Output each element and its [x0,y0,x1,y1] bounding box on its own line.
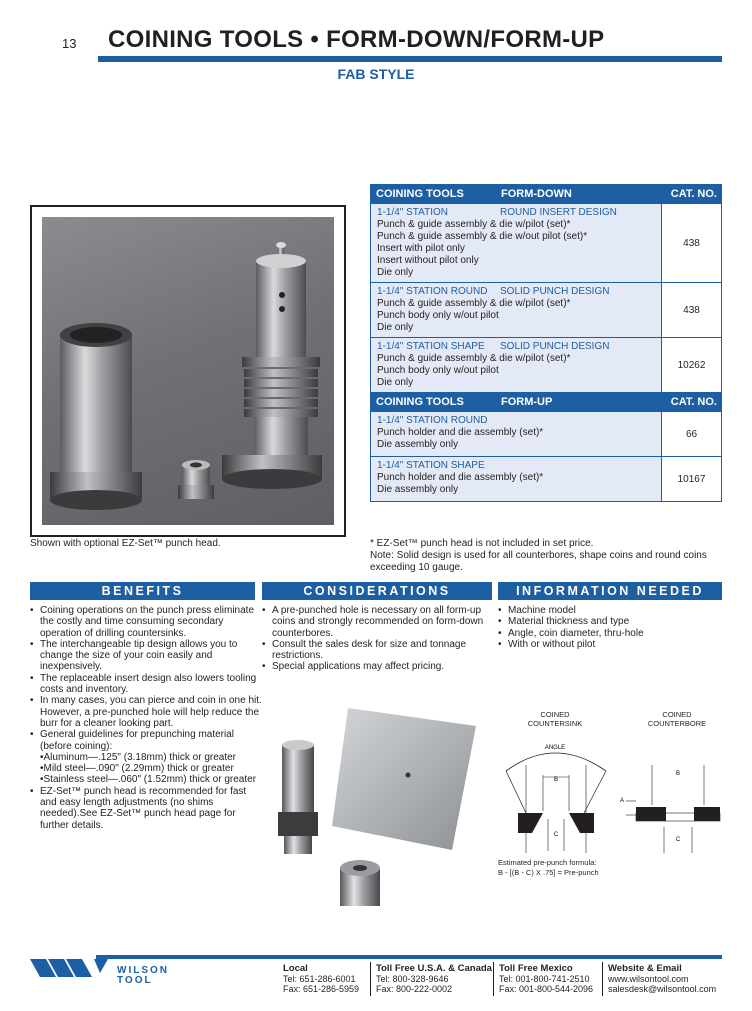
wilson-logo-text [117,966,169,986]
angle-label: ANGLE [544,745,566,751]
row-title: 1-1/4" STATION ROUND [377,286,488,297]
row-item: Die assembly only [377,484,459,495]
catalog-number: 438 [661,204,721,282]
row-item: Punch body only w/out pilot [377,365,499,376]
phone: Tel: 800-328-9646 [376,974,449,984]
phone: Tel: 651-286-6001 [283,974,356,984]
information-list [498,605,722,650]
column-header-coining-tools: COINING TOOLS [376,396,464,408]
row-item: Die only [377,267,414,278]
catalog-table [370,184,722,502]
contact-local [283,963,359,994]
product-photo [42,217,334,525]
row-item: Punch & guide assembly & die w/out pilot (set)* [377,231,588,242]
row-title: 1-1/4" STATION ROUND [377,415,488,426]
table-row [371,456,721,501]
benefits-heading: BENEFITS [30,582,255,600]
fax: Fax: 800-222-0002 [376,984,453,994]
row-item: Die only [377,322,414,333]
catalog-number: 438 [661,283,721,337]
pre-punch-formula [498,858,599,878]
list-item: • The interchangeable tip design allows you to change the size of your coin easily and inexpensively. [30,639,262,673]
list-item: • In many cases, you can pierce and coin in one hit. However, a pre-punched hole will help reduce the burr for a cleaner looking part. [30,695,262,729]
formup-table-header [371,392,721,411]
row-title: 1-1/4" STATION SHAPE [377,341,485,352]
counterbore-label: COINED [662,710,692,719]
list-item: • Material thickness and type [498,616,722,627]
column-header-cat-no: CAT. NO. [670,396,717,408]
row-title: 1-1/4" STATION [377,207,448,218]
list-item: • The replaceable insert design also lowers tooling costs and inventory. [30,673,262,696]
list-item: • Special applications may affect pricing. [262,661,487,672]
contact-web [608,963,716,994]
row-item: Insert without pilot only [377,255,479,266]
list-item: • Coining operations on the punch press eliminate the costly and time consuming secondary operation of drilling countersinks. [30,605,262,639]
list-item: • General guidelines for prepunching material (before coining): [30,729,262,752]
list-subitem: •Mild steel—.090" (2.29mm) thick or greater [40,763,234,775]
product-photo-frame [30,205,346,537]
photo-caption: Shown with optional EZ-Set™ punch head. [30,538,221,549]
title-rule [98,56,722,62]
contact-heading: Local [283,963,308,974]
dimension-b-label: B [553,777,559,783]
footer-divider [493,962,494,996]
logo-word: TOOL [117,975,153,986]
table-row [371,282,721,337]
catalog-number: 66 [661,412,721,456]
email-link[interactable]: salesdesk@wilsontool.com [608,984,717,994]
dimension-c-label: C [553,832,559,838]
list-item: • Consult the sales desk for size and tonnage restrictions. [262,639,487,662]
row-design: SOLID PUNCH DESIGN [500,286,610,297]
page-subtitle: FAB STYLE [337,66,415,82]
phone: Tel: 001-800-741-2510 [499,974,590,984]
dimension-b-label: B [675,771,681,777]
page-number: 13 [62,36,77,51]
fax: Fax: 001-800-544-2096 [499,984,594,994]
row-item: Punch & guide assembly & die w/pilot (set)* [377,219,571,230]
table-row [371,411,721,456]
formula-caption: Estimated pre-punch formula: [498,858,597,867]
contact-heading: Toll Free U.S.A. & Canada [376,963,492,974]
catalog-number: 10262 [661,338,721,392]
list-item: • Angle, coin diameter, thru-hole [498,628,722,639]
considerations-heading: CONSIDERATIONS [262,582,492,600]
website-link[interactable]: www.wilsontool.com [608,974,689,984]
countersink-label: COINED [540,710,570,719]
row-item: Punch & guide assembly & die w/pilot (set)* [377,298,571,309]
fax: Fax: 651-286-5959 [283,984,360,994]
logo-word: WILSON [117,965,169,976]
note-solid-design: Note: Solid design is used for all counterbores, shape coins and round coins exceeding 10 gauge. [370,550,707,573]
row-item: Die only [377,377,414,388]
formula-equation: B - [(B - C) X .75] = Pre-punch [498,868,599,877]
row-item: Punch holder and die assembly (set)* [377,427,544,438]
list-item: • Machine model [498,605,722,616]
row-item: Punch body only w/out pilot [377,310,499,321]
information-needed-heading: INFORMATION NEEDED [498,582,722,600]
benefits-list [30,605,262,831]
wilson-logo-mark [30,955,115,979]
footer-rule [96,955,722,959]
row-design: SOLID PUNCH DESIGN [500,341,610,352]
coining-diagram [498,735,722,855]
list-item: • EZ-Set™ punch head is recommended for fast and easy length adjustments (no shims needed).See EZ-Set™ punch head page for further details. [30,786,262,831]
contact-heading: Website & Email [608,963,682,974]
contact-mexico [499,963,593,994]
countersink-label: COUNTERSINK [527,719,583,728]
table-notes [370,538,722,574]
contact-heading: Toll Free Mexico [499,963,573,974]
column-header-form-up: FORM-UP [501,396,553,408]
list-item: • A pre-punched hole is necessary on all form-up coins and strongly recommended on form-down counterbores. [262,605,487,639]
footer-divider [602,962,603,996]
row-item: Die assembly only [377,439,459,450]
coined-part-photo [270,700,480,925]
dimension-a-label: A [619,798,625,804]
row-design: ROUND INSERT DESIGN [500,207,617,218]
page-title: COINING TOOLS • FORM-DOWN/FORM-UP [108,26,605,53]
formdown-table-header [371,185,721,203]
counterbore-label: COUNTERBORE [647,719,707,728]
table-row [371,203,721,282]
list-item: • With or without pilot [498,639,722,650]
list-subitem: •Stainless steel—.060" (1.52mm) thick or greater [40,774,257,786]
contact-usa [376,963,492,994]
list-subitem: •Aluminum—.125" (3.18mm) thick or greater [40,751,237,763]
dimension-c-label: C [675,837,681,843]
row-item: Punch holder and die assembly (set)* [377,472,544,483]
row-item: Insert with pilot only [377,243,465,254]
note-ez-set: * EZ-Set™ punch head is not included in set price. [370,538,594,549]
column-header-cat-no: CAT. NO. [670,188,717,200]
column-header-coining-tools: COINING TOOLS [376,188,464,200]
table-row [371,337,721,392]
footer-divider [370,962,371,996]
catalog-number: 10167 [661,457,721,501]
row-item: Punch & guide assembly & die w/pilot (set)* [377,353,571,364]
row-title: 1-1/4" STATION SHAPE [377,460,485,471]
considerations-list [262,605,487,673]
column-header-form-down: FORM-DOWN [501,188,572,200]
